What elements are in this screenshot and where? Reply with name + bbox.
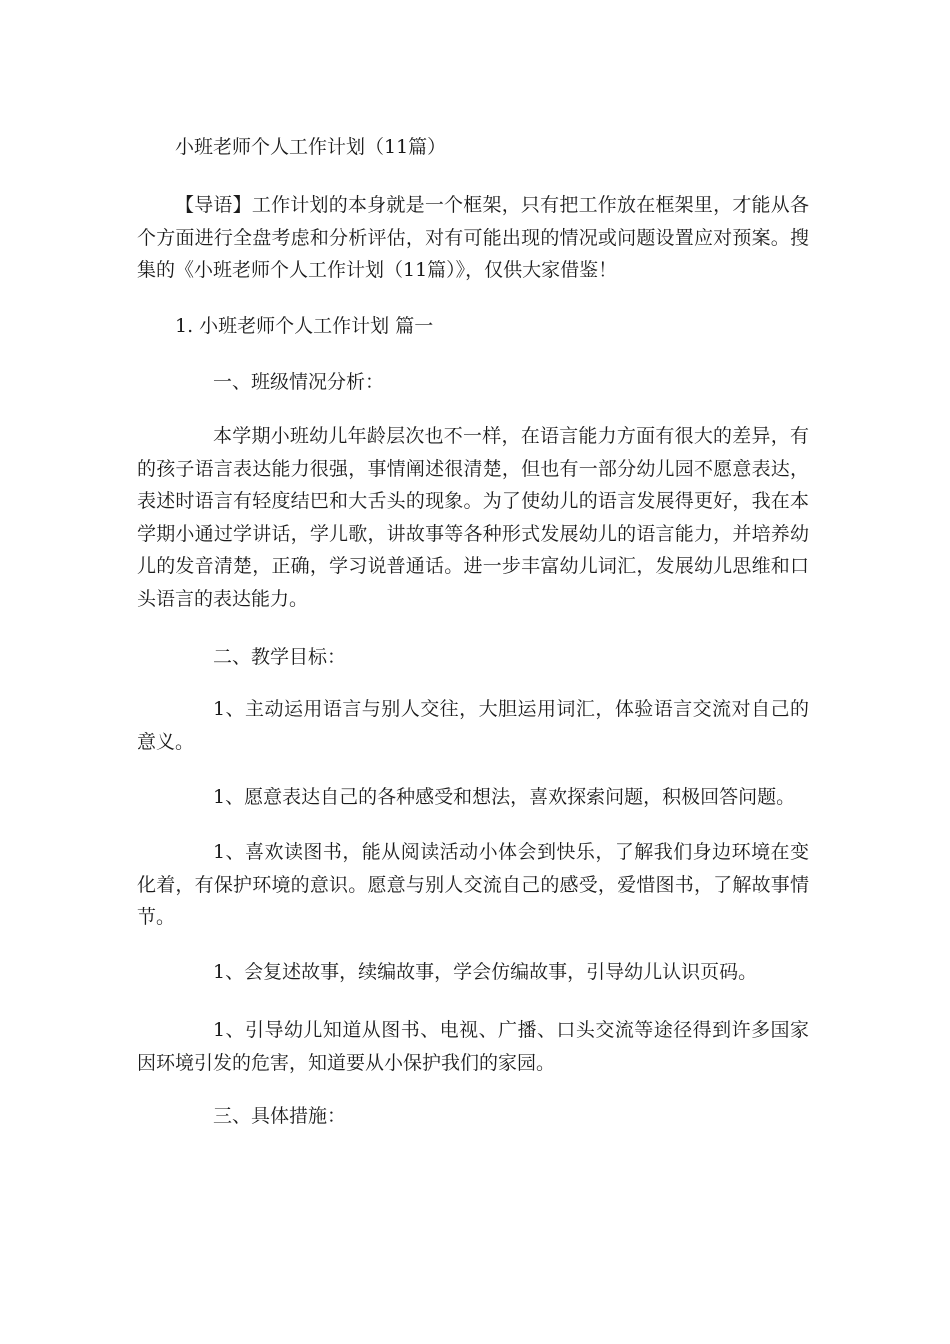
intro-paragraph: 【导语】工作计划的本身就是一个框架，只有把工作放在框架里，才能从各个方面进行全盘考虑和分析评估，对有可能出现的情况或问题设置应对预案。搜集的《小班老师个人工作计划（11篇）》，仅供大家借鉴！ bbox=[137, 194, 809, 281]
heading-class-analysis: 一、班级情况分析： bbox=[213, 371, 385, 393]
heading-teaching-goals: 二、教学目标： bbox=[213, 646, 347, 668]
goal-item-3: 1、喜欢读图书，能从阅读活动小体会到快乐，了解我们身边环境在变化着，有保护环境的意识。愿意与别人交流自己的感受，爱惜图书，了解故事情节。 bbox=[137, 841, 809, 928]
goal-item-2: 1、愿意表达自己的各种感受和想法，喜欢探索问题，积极回答问题。 bbox=[213, 786, 796, 808]
goal-item-4: 1、会复述故事，续编故事，学会仿编故事，引导幼儿认识页码。 bbox=[213, 961, 758, 983]
class-analysis-paragraph: 本学期小班幼儿年龄层次也不一样，在语言能力方面有很大的差异，有的孩子语言表达能力很强，事情阐述很清楚，但也有一部分幼儿园不愿意表达，表述时语言有轻度结巴和大舌头的现象。为了使幼儿的语言发展得更好，我在本学期小通过学讲话，学儿歌，讲故事等各种形式发展幼儿的语言能力，并培养幼儿的发音清楚，正确，学习说普通话。进一步丰富幼儿词汇，发展幼儿思维和口头语言的表达能力。 bbox=[137, 425, 809, 610]
heading-measures: 三、具体措施： bbox=[213, 1105, 347, 1127]
goal-item-1: 1、主动运用语言与别人交往，大胆运用词汇，体验语言交流对自己的意义。 bbox=[137, 698, 809, 753]
goal-item-5: 1、引导幼儿知道从图书、电视、广播、口头交流等途径得到许多国家因环境引发的危害，知道要从小保护我们的家园。 bbox=[137, 1019, 809, 1074]
section-title: 1. 小班老师个人工作计划 篇一 bbox=[175, 315, 434, 337]
document-title: 小班老师个人工作计划（11篇） bbox=[175, 136, 447, 158]
